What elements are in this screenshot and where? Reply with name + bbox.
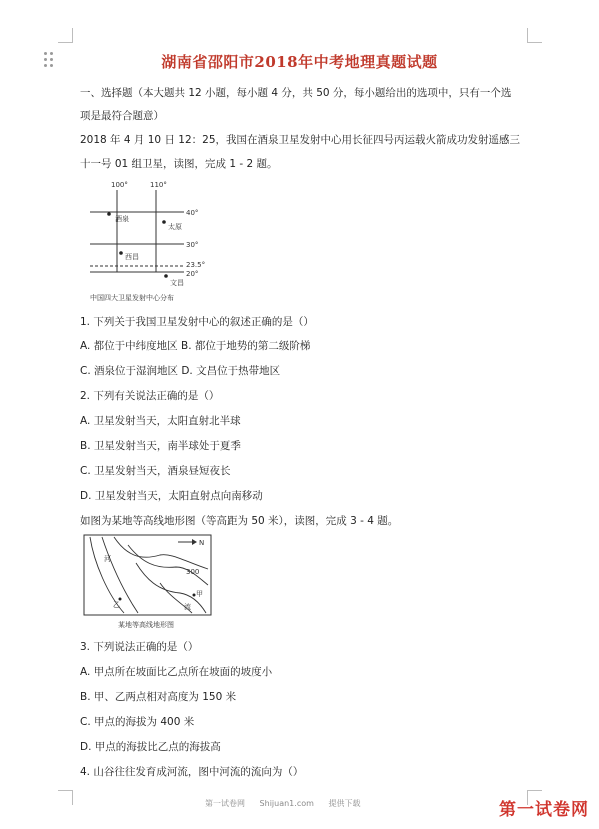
xichang-label: 西昌: [125, 253, 139, 261]
river-label-liu: 流: [184, 603, 191, 611]
wenchang-label: 文昌: [170, 279, 184, 287]
lat-40-label: 40°: [186, 209, 199, 217]
q4-stem: 4. 山谷往往发育成河流，图中河流的流向为（）: [80, 766, 304, 778]
q2-option-c: C. 卫星发射当天，酒泉昼短夜长: [80, 465, 231, 477]
taiyuan-marker: [162, 220, 166, 224]
q1-stem: 1. 下列关于我国卫星发射中心的叙述正确的是（）: [80, 316, 314, 328]
q1-options-cd: C. 酒泉位于湿润地区 D. 文昌位于热带地区: [80, 365, 281, 377]
crop-mark-top-left: [58, 28, 73, 43]
launch-centers-map: [80, 178, 220, 308]
footer-site-url[interactable]: Shijuan1.com: [259, 799, 314, 808]
q2-option-d: D. 卫星发射当天，太阳直射点向南移动: [80, 490, 263, 502]
taiyuan-label: 太原: [168, 223, 182, 231]
footer-site-cn[interactable]: 第一试卷网: [205, 799, 245, 808]
q3-option-d: D. 甲点的海拔比乙点的海拔高: [80, 741, 221, 753]
q3-option-c: C. 甲点的海拔为 400 米: [80, 716, 195, 728]
page-footer: [205, 798, 405, 809]
lat-20-label: 20°: [186, 270, 199, 278]
fig2-caption: 某地等高线地形图: [118, 621, 174, 629]
fig1-caption: 中国四大卫星发射中心分布: [90, 294, 174, 302]
north-label: N: [199, 539, 205, 547]
jiuquan-label: 酒泉: [115, 215, 129, 223]
jiuquan-marker: [107, 212, 111, 216]
crop-mark-bottom-left: [58, 790, 73, 805]
lat-30-label: 30°: [186, 241, 199, 249]
contour-map: [80, 533, 215, 631]
lat-23-label: 23.5°: [186, 261, 206, 269]
doc-title: 湖南省邵阳市2018年中考地理真题试题: [161, 53, 438, 71]
contour-300-label: 300: [186, 568, 200, 576]
section-heading-line2: 项是最符合题意）: [80, 110, 164, 122]
north-arrow-head-icon: [192, 539, 197, 545]
wenchang-marker: [164, 274, 168, 278]
point-jia-label: 甲: [196, 590, 203, 598]
crop-mark-top-right: [527, 28, 542, 43]
q3-option-a: A. 甲点所在坡面比乙点所在坡面的坡度小: [80, 666, 273, 678]
intro1-line1: 2018 年 4 月 10 日 12：25，我国在酒泉卫星发射中心用长征四号丙运载火箭成功发射遥感三: [80, 134, 521, 146]
footer-provided: 提供下载: [328, 799, 361, 808]
intro1-line2: 十一号 01 组卫星，读图，完成 1 - 2 题。: [80, 158, 278, 170]
river-label-he: 河: [104, 555, 111, 563]
q3-option-b: B. 甲、乙两点相对高度为 150 米: [80, 691, 237, 703]
q2-stem: 2. 下列有关说法正确的是（）: [80, 390, 220, 402]
point-yi-label: 乙: [113, 601, 120, 609]
lon-110-label: 110°: [150, 181, 167, 189]
q2-option-b: B. 卫星发射当天，南半球处于夏季: [80, 440, 241, 452]
intro2: 如图为某地等高线地形图（等高距为 50 米），读图，完成 3 - 4 题。: [80, 515, 399, 527]
xichang-marker: [119, 251, 123, 255]
q2-option-a: A. 卫星发射当天，太阳直射北半球: [80, 415, 241, 427]
lon-100-label: 100°: [111, 181, 128, 189]
brand-logo: 第一试卷网: [499, 800, 589, 820]
section-heading-line1: 一、选择题（本大题共 12 小题，每小题 4 分，共 50 分，每小题给出的选项中，只有一个选: [80, 87, 512, 99]
contour-line-2: [102, 537, 138, 613]
q1-options-ab: A. 都位于中纬度地区 B. 都位于地势的第二级阶梯: [80, 340, 311, 352]
q3-stem: 3. 下列说法正确的是（）: [80, 641, 199, 653]
